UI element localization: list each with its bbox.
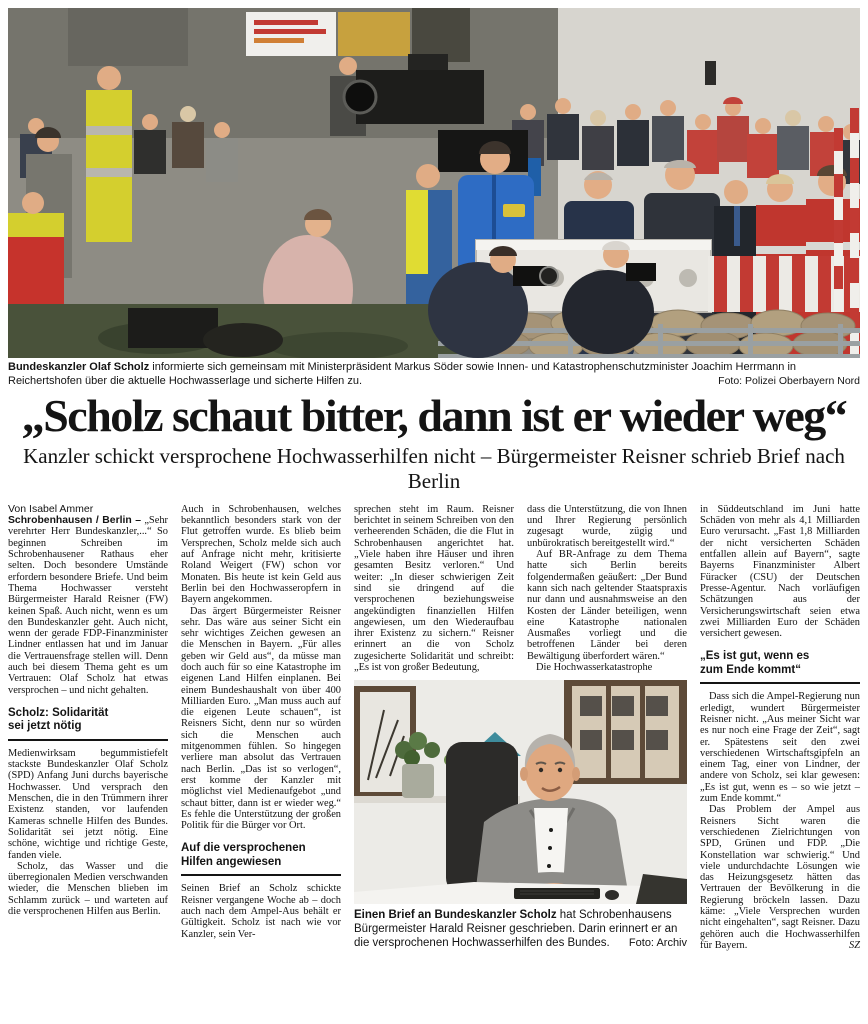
article-paragraph: Auf BR-Anfrage zu dem Thema hatte sich Berlin bereits folgendermaßen geäußert: „Der Bund kann sich nach geltender Staatspraxis nur dann und ausnahmsweise an den Kosten der Länder beteiligen, wenn eine Katastrophe nationalen Ausmaßes vorliegt und die betroffenen Länder bei deren Bewältigung überfordert wären.“: [527, 549, 687, 662]
column-1: [8, 504, 168, 918]
article-paragraph: Das ärgert Bürgermeister Reisner sehr. Das wäre aus seiner Sicht ein sehr wichtiges Zeichen gewesen an die Menschen in Bayern. „Für alles geben wir Geld aus“, da müsse man doch auch für so eine Katastrophe im eigenen Land Hilfen einplanen. Bei einem Bundeshaushalt von über 400 Milliarden Euro. „Man muss auch auf die eigenen Leute schauen“, ist Reisners Sicht, denn nur so würden sich die Menschen auch mitgenommen fühlen. So hingegen verliere man absolut das Vertrauen nach Berlin. „Das ist so verlogen“, erst komme der Kanzler mit möglichst viel Medienaufgebot „und schaut bitter, dann ist er wieder weg.“ Es fehle die Unterstützung der großen Politik für die Bürger vor Ort.: [181, 605, 341, 832]
article-paragraph: Seinen Brief an Scholz schickte Reisner vergangene Woche ab – doch auch nach dem Ampel-Aus behält er Gültigkeit. Scholz ist nach wie vor Kanzler, sein Ver-: [181, 883, 341, 940]
article-paragraph: in Süddeutschland im Juni hatte Schäden von mehr als 4,1 Milliarden Euro verursacht. „Fast 1,8 Milliarden der nicht versicherten Schäden entfallen allein auf Bayern“, sagte Bayerns Finanzminister Albert Füracker (CSU) der Deutschen Presse-Agentur. Nach vorläufigen Schätzungen aus der Versicherungswirtschaft seien etwa zwei Milliarden Euro der Schäden versichert gewesen.: [700, 503, 860, 640]
inset-photo-mayor-desk: [354, 680, 687, 904]
section-subhead: Auf die versprochenen Hilfen angewiesen: [181, 831, 341, 876]
article-paragraph: sprechen steht im Raum. Reisner berichtet in seinem Schreiben von den verheerenden Schäden, die die Flut in Schrobenhausen angerichtet hat. „Viele haben ihre Häuser und ihren gesamten Besitz verloren.“ Und weiter: „In dieser schwierigen Zeit sind sie dringend auf die versprochenen beziehungsweise angekündigten finanziellen Hilfen angewiesen, um den Wiederaufbau ihrer Existenz zu sichern.“ Reisner erinnert an die von Scholz zugesicherte Solidarität und schreibt: „Es ist von großer Bedeutung,: [354, 503, 514, 673]
section-subhead: „Es ist gut, wenn es zum Ende kommt“: [700, 639, 860, 684]
photo-credit: Foto: Polizei Oberbayern Nord: [718, 374, 860, 387]
column-2: [181, 504, 341, 940]
article-paragraph: Dass sich die Ampel-Regierung nun erledigt, wundert Bürgermeister Reisner nicht. „Aus meiner Sicht war es nur noch eine Frage der Zeit“, sagt er. Spätestens seit den zwei verschiedenen Wirtschaftsgipfeln an einem Tag, einer von Lindner, der andere von Scholz, sei klar gewesen: „Es ist gut, wenn es – so wie jetzt – zum Ende kommt.“: [700, 691, 860, 805]
article-body: [8, 504, 860, 962]
article-paragraph: Die Hochwasserkatastrophe: [536, 661, 653, 673]
mouse: [605, 890, 619, 900]
top-photo-flood-visit: [8, 8, 860, 358]
article-paragraph: dass die Unterstützung, die von Ihnen und Ihrer Regierung persönlich zugesagt wurde, zügig und unbürokratisch bereitgestellt wird.“: [527, 503, 687, 549]
column-4: [527, 504, 687, 673]
caption-text: informierte sich gemeinsam mit Ministerpräsident Markus Söder sowie Innen- und Katastrophenschutzminister Joachim Herrmann in Reichertshofen über die aktuelle Hochwasserlage und sicherte Hilfen zu.: [8, 361, 797, 387]
byline: Von Isabel Ammer: [8, 502, 94, 515]
article-paragraph: Scholz, das Wasser und die überregionalen Medien verschwanden wieder, die Menschen blieben im Schlamm zurück – und warteten auf die versprochenen Hilfen aus Berlin.: [8, 860, 168, 918]
article-paragraph: Schrobenhausen / Berlin – „Sehr verehrter Herr Bundeskanzler,...“ So beginnen Schreiben im Schrobenhausener Rathaus eher selten. Doch besondere Umstände erfordern besondere Briefe. Und beim Thema Hochwasser versteht Bürgermeister Harald Reisner (FW) keinen Spaß. Auch nicht, wenn es um den Bundeskanzler geht. Auch nicht, wenn der gerade FDP-Finanzminister Lindner entlassen hat und im Januar die Vertrauensfrage stellen will. Denn auch bei diesem Thema geht es um Vertrauen: Olaf Scholz hat etwas versprochen – und nicht gehalten.: [8, 515, 168, 696]
dateline: Schrobenhausen / Berlin –: [8, 515, 142, 527]
article-paragraph: Medienwirksam begummistiefelt stackste Bundeskanzler Olaf Scholz (SPD) Anfang Juni durchs bayerische Hochwasser. Und versprach den Menschen, die in den Trümmern ihrer Existenz standen, vor laufenden Kameras schnelle Hilfen des Bundes. Solidarität sei jetzt nötig. Eine schöne, wichtige und richtige Geste, fanden viele.: [8, 747, 168, 861]
article-headline: „Scholz schaut bitter, dann ist er wieder weg“: [21, 390, 847, 441]
middle-columns: [354, 504, 687, 962]
caption-lead-in: Bundeskanzler Olaf Scholz: [8, 361, 150, 373]
inset-photo-block: [354, 680, 687, 950]
inset-photo-credit: Foto: Archiv: [628, 937, 687, 950]
author-signature: SZ: [849, 939, 860, 951]
column-3: [354, 504, 514, 673]
top-photo-caption: [8, 361, 860, 388]
column-5: [700, 504, 860, 951]
article-paragraph: Auch in Schrobenhausen, welches bekanntlich besonders stark von der Flut getroffen wurde. Es blieb beim Versprechen, Scholz melde sich auch auf Anfrage nicht mehr, kritisierte Roland Weigert (FW) schon vor Monaten. Bis heute ist kein Geld aus Berlin bei den Hochwasseropfern in Bayern angekommen.: [181, 503, 341, 606]
article-paragraph: Das Problem der Ampel aus Reisners Sicht waren die verschiedenen Zielrichtungen von SPD, Grünen und FDP. „Die Konstellation war schwierig.“ Und viele undurchdachte Lösungen wie das Heizungsgesetz hätten das Vertrauen der Bevölkerung in die Regierung bröckeln lassen. Dazu käme: „Viele Versprechen wurden nicht eingehalten“, sagt Reisner. Dazu gehören auch die Hochwasserhilfen für Bayern. SZ: [700, 804, 860, 951]
section-subhead: Scholz: Solidarität sei jetzt nötig: [8, 696, 168, 741]
laptop: [636, 874, 687, 904]
article-subheadline: Kanzler schickt versprochene Hochwasserhilfen nicht – Bürgermeister Reisner schrieb Brief nach Berlin: [23, 443, 845, 493]
inset-photo-caption: Einen Brief an Bundeskanzler Scholz hat Schrobenhausens Bürgermeister Harald Reisner geschrieben. Darin erinnert er an die versprochenen Hochwasserhilfen des Bundes. Foto: Archiv: [354, 909, 687, 950]
